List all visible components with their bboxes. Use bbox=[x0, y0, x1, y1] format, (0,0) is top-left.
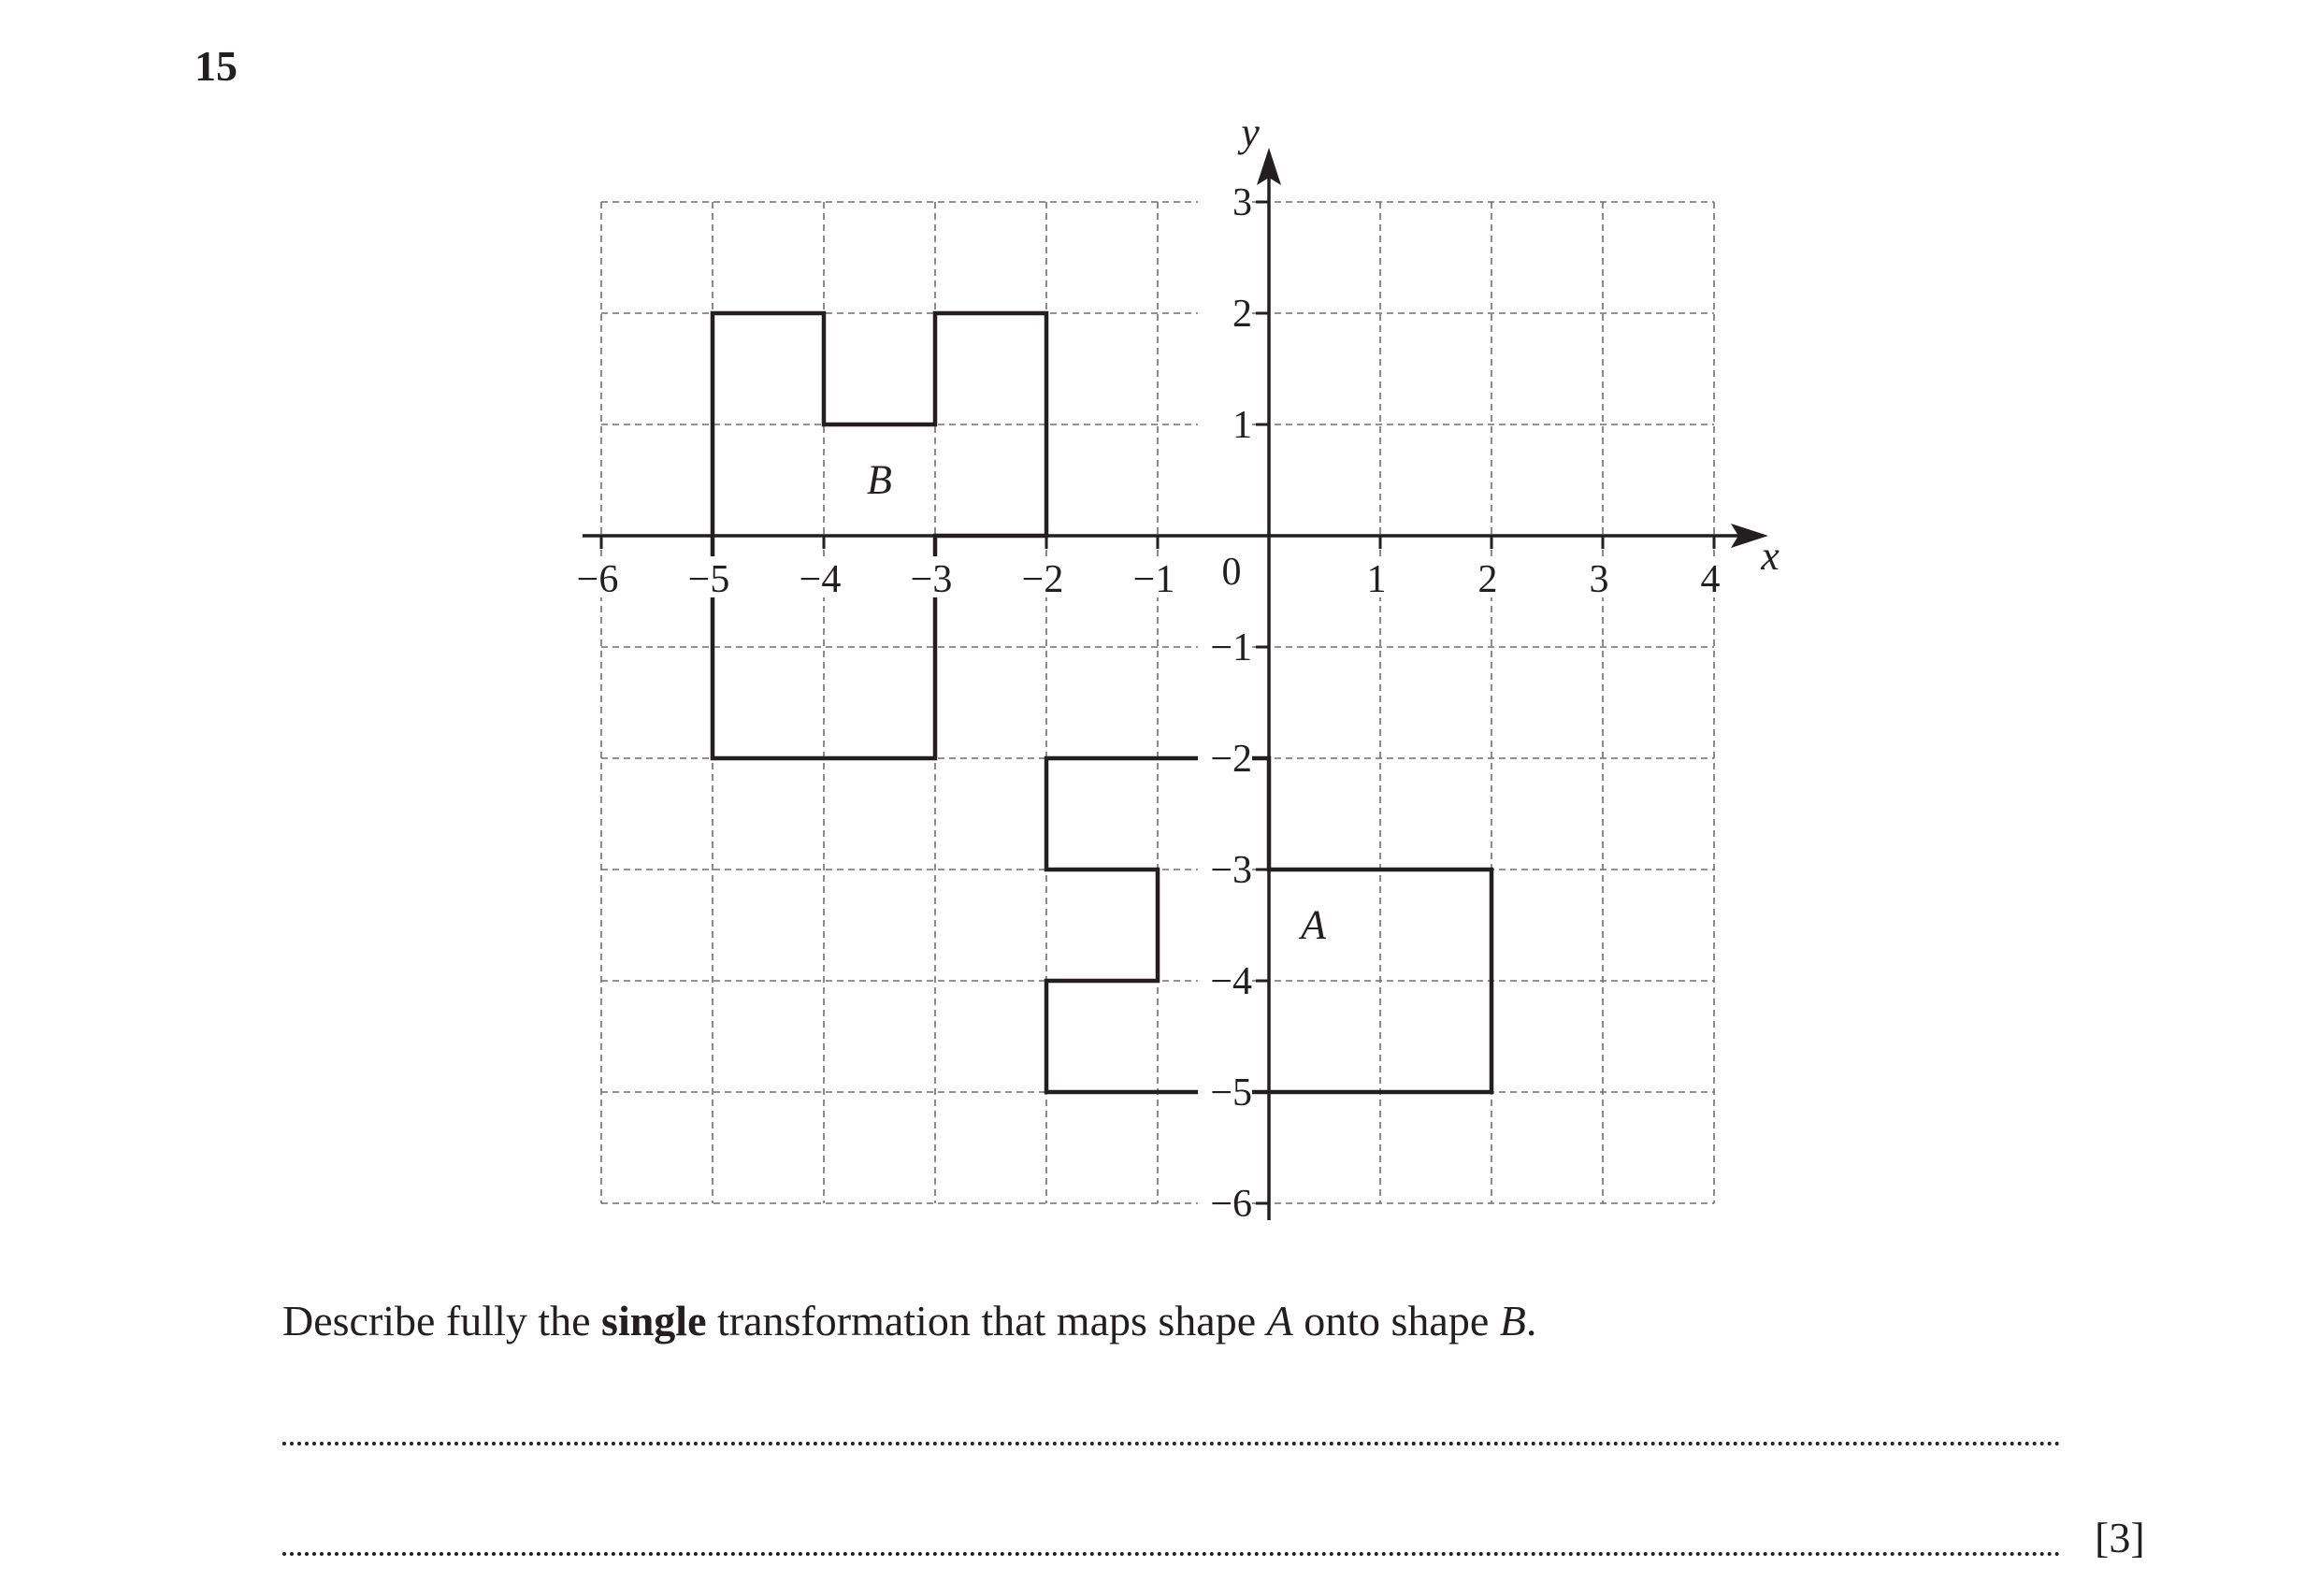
y-tick-label: −1 bbox=[1210, 626, 1252, 669]
question-shape-b: B bbox=[1499, 1297, 1526, 1344]
grid-lines bbox=[601, 202, 1714, 1203]
axis-labels bbox=[569, 109, 1780, 1226]
y-tick-label: −4 bbox=[1210, 960, 1252, 1003]
answer-line-2[interactable] bbox=[282, 1552, 2061, 1556]
y-tick-label: 2 bbox=[1232, 293, 1252, 336]
origin-label: 0 bbox=[1221, 551, 1242, 594]
question-text-part4: . bbox=[1525, 1297, 1537, 1344]
x-tick-label: −4 bbox=[799, 558, 842, 601]
y-tick-label: 3 bbox=[1232, 181, 1252, 224]
x-tick-label: −5 bbox=[687, 558, 730, 601]
question-text-part2: transformation that maps shape bbox=[706, 1297, 1267, 1344]
x-tick-label: 4 bbox=[1700, 558, 1721, 601]
y-tick-label: 1 bbox=[1232, 404, 1252, 447]
y-tick-label: −2 bbox=[1210, 738, 1252, 781]
shape-a-label: A bbox=[1301, 901, 1327, 948]
x-tick-label: −2 bbox=[1021, 558, 1064, 601]
y-tick-label: −5 bbox=[1210, 1071, 1252, 1114]
y-tick-label: −3 bbox=[1210, 849, 1252, 892]
x-axis-label: x bbox=[1761, 533, 1780, 579]
y-axis-label: y bbox=[1241, 109, 1260, 155]
question-shape-a: A bbox=[1266, 1297, 1293, 1344]
x-tick-label: 3 bbox=[1589, 558, 1609, 601]
question-number: 15 bbox=[195, 42, 238, 90]
shapes bbox=[713, 313, 1491, 1092]
shape-b-label: B bbox=[867, 456, 892, 503]
question-text bbox=[282, 1296, 1536, 1345]
axes bbox=[583, 148, 1768, 1220]
question-text-part3: onto shape bbox=[1292, 1297, 1500, 1344]
y-tick-label: −6 bbox=[1210, 1183, 1252, 1226]
x-tick-label: −1 bbox=[1132, 558, 1175, 601]
x-tick-label: −6 bbox=[576, 558, 619, 601]
x-tick-label: 1 bbox=[1366, 558, 1387, 601]
x-tick-label: 2 bbox=[1477, 558, 1498, 601]
question-text-part1: Describe fully the bbox=[282, 1297, 602, 1344]
question-text-bold: single bbox=[601, 1297, 707, 1344]
marks-label: [3] bbox=[2095, 1514, 2145, 1561]
x-tick-label: −3 bbox=[910, 558, 953, 601]
answer-line-1[interactable] bbox=[282, 1442, 2061, 1445]
